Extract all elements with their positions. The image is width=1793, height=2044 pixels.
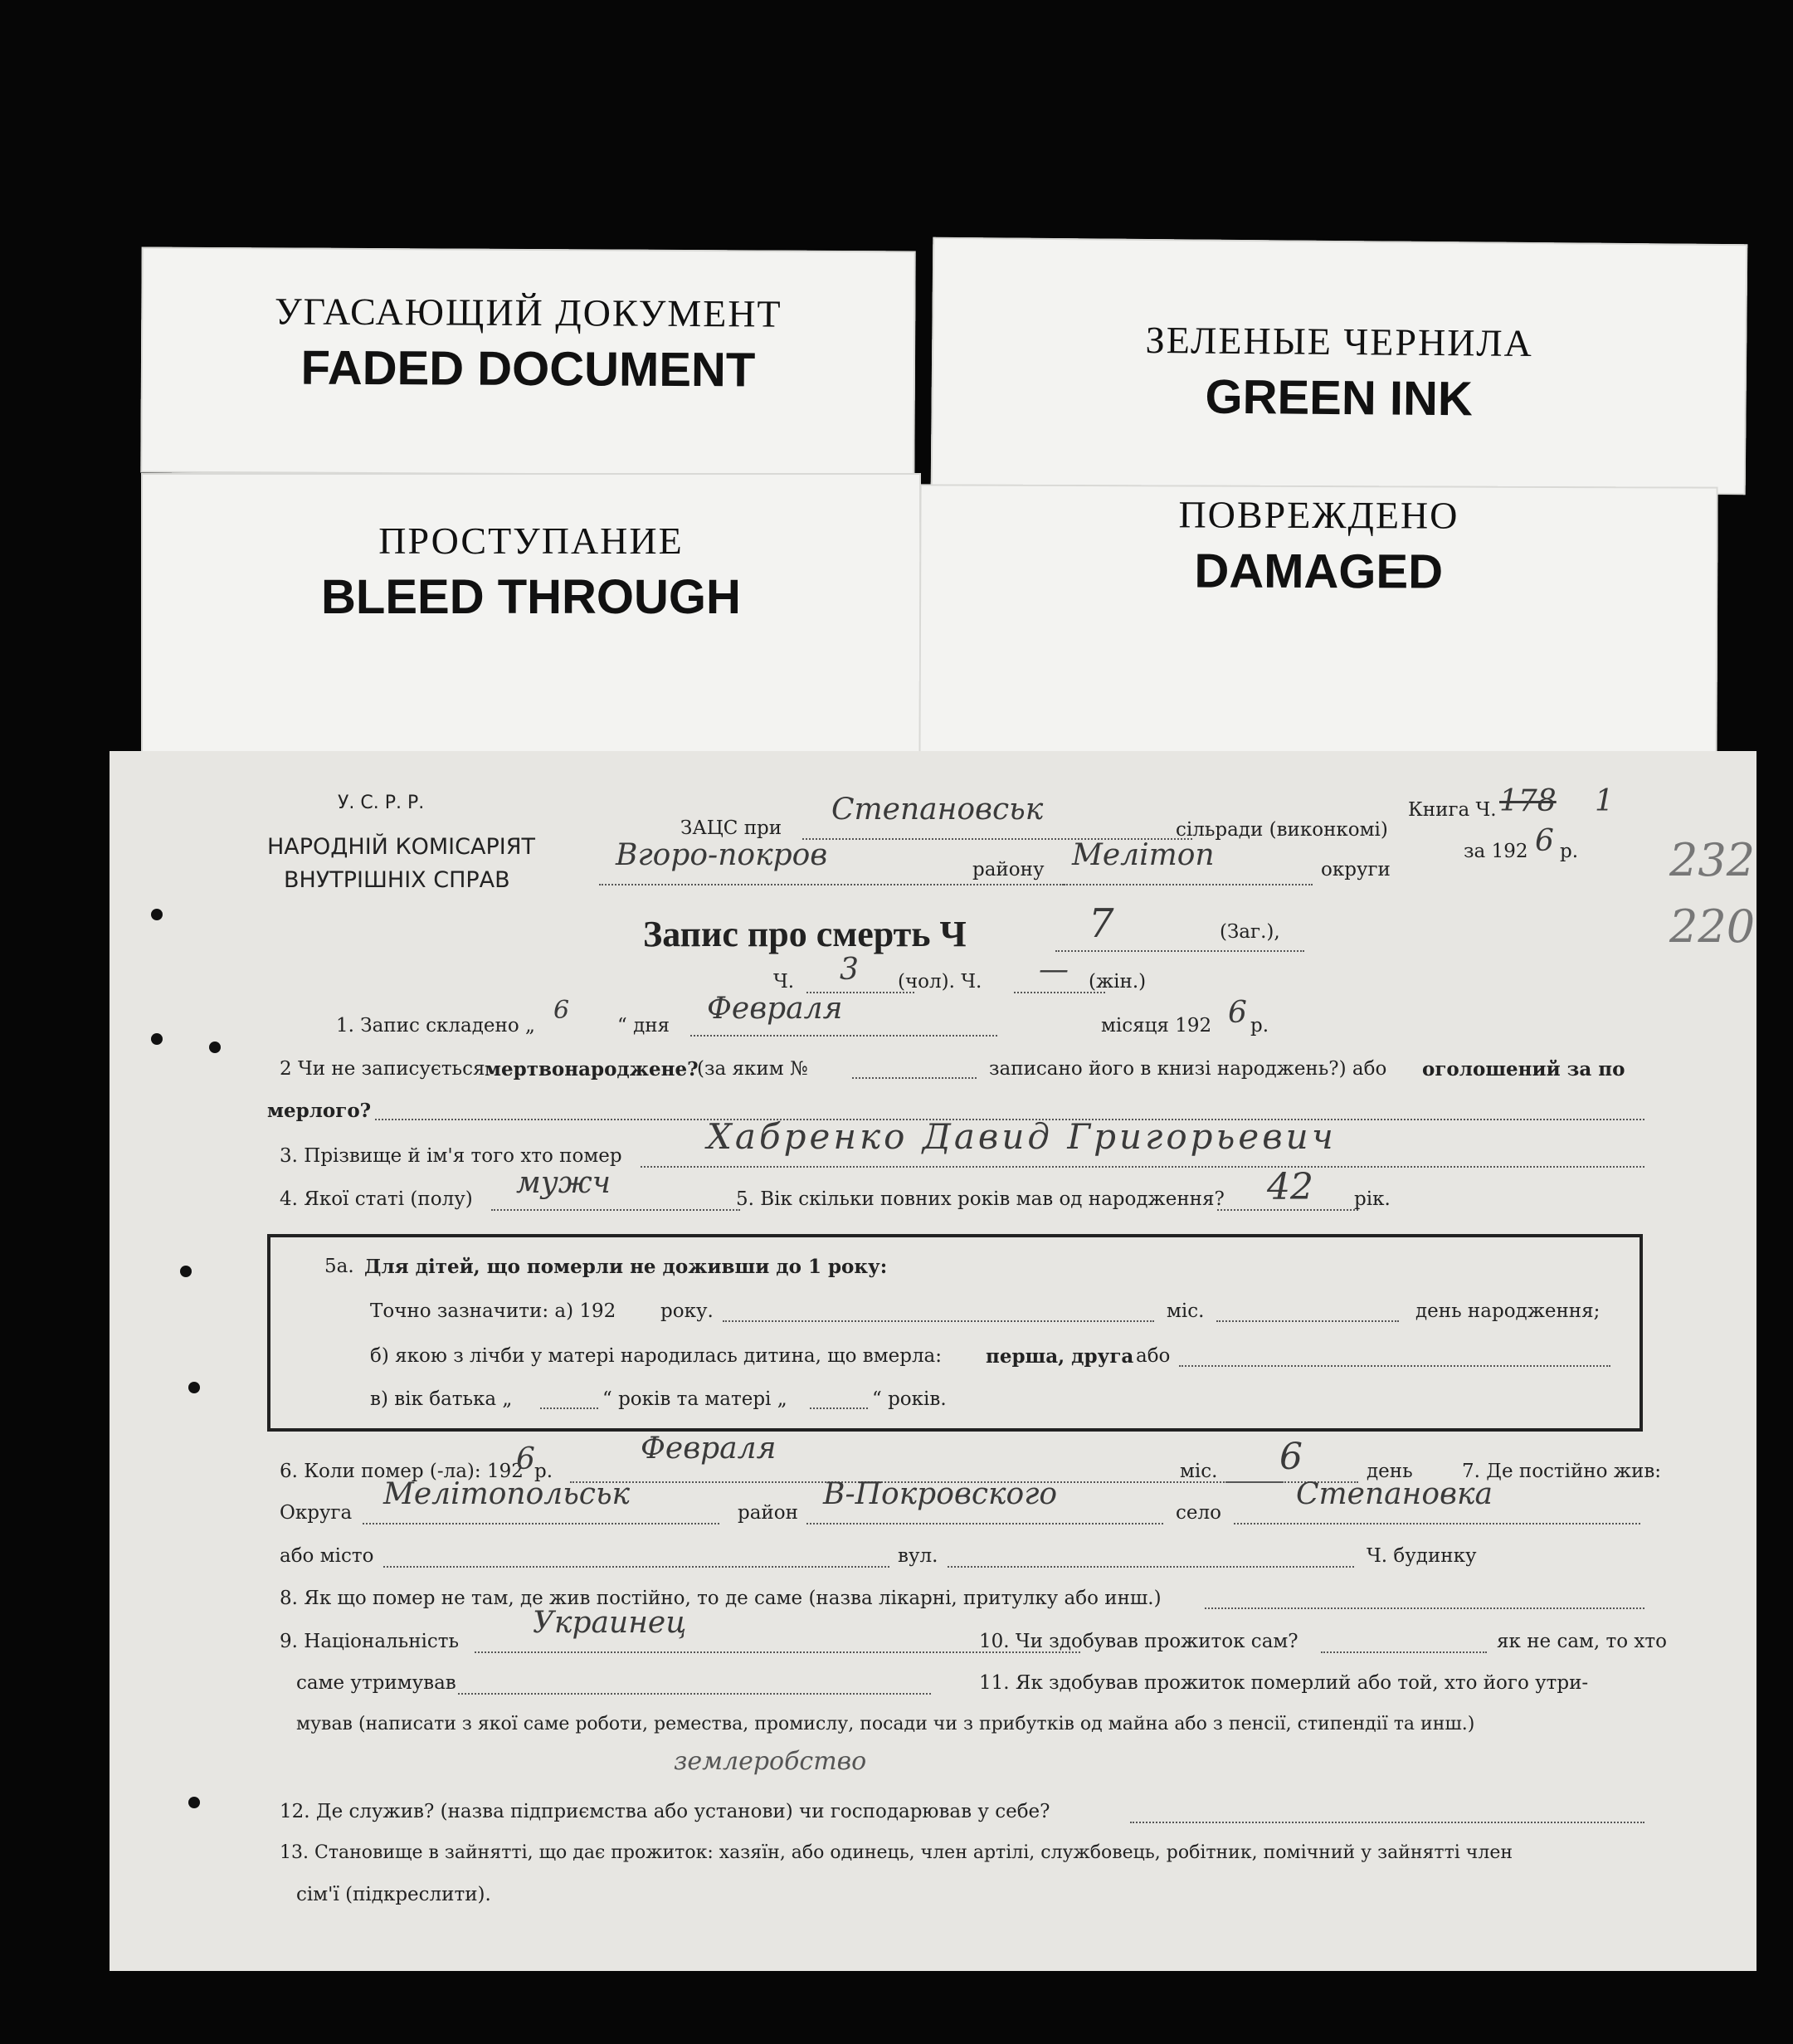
box5a-number: 5а.	[324, 1256, 354, 1277]
line2-a: 2 Чи не записується	[280, 1058, 485, 1080]
line12-line	[1130, 1822, 1644, 1823]
green-ru-label: ЗЕЛЕНЫЕ ЧЕРНИЛА	[1145, 318, 1534, 365]
box5a-line3c: “ років.	[872, 1388, 947, 1410]
rayon-label: району	[972, 859, 1045, 881]
okruga-label: округи	[1321, 859, 1391, 881]
line5-label: 5. Вік скільки повних років мав од народження?	[736, 1188, 1225, 1210]
punch-hole	[151, 909, 163, 920]
faded-document-card	[140, 247, 915, 477]
year-label: за 192	[1464, 841, 1528, 862]
box5a-line1d: день народження;	[1415, 1300, 1601, 1322]
year-suffix: р.	[1560, 841, 1579, 862]
line1-year-suffix: р.	[1250, 1015, 1269, 1037]
line2-number-line	[852, 1077, 977, 1079]
line1-day-hand: 6	[553, 996, 570, 1025]
line5-line	[1217, 1209, 1358, 1211]
box5a-line3b: “ років та матері „	[602, 1388, 787, 1410]
box5a-line3a: в) вік батька „	[370, 1388, 513, 1410]
rayon-line	[599, 884, 1064, 885]
line4-label: 4. Якої статі (полу)	[280, 1188, 473, 1210]
line5-hand: 42	[1267, 1166, 1313, 1208]
rayon2-label: район	[738, 1502, 798, 1524]
punch-hole	[188, 1382, 200, 1393]
damaged-ru-label: ПОВРЕЖДЕНО	[1178, 493, 1459, 537]
box5a-line1a: Точно зазначити: а) 192	[370, 1300, 616, 1322]
bleed-ru-label: ПРОСТУПАНИЕ	[378, 520, 684, 562]
form-title: Запис про смерть Ч	[643, 914, 967, 954]
line2-e: оголошений за по	[1422, 1058, 1625, 1081]
line2-c: (за яким №	[697, 1058, 808, 1080]
box5a-father-dots	[540, 1407, 598, 1409]
line8-line	[1205, 1607, 1644, 1609]
budynku-label: Ч. будинку	[1367, 1545, 1477, 1567]
selo-line	[1234, 1523, 1640, 1524]
vul-label: вул.	[898, 1545, 938, 1567]
line1-label: 1. Запис складено „	[336, 1015, 535, 1037]
book-label: Книга Ч.	[1408, 799, 1497, 821]
side-number-2: 220	[1669, 900, 1756, 953]
box5a-line2c: або	[1136, 1345, 1171, 1367]
line11-hand: землеробство	[674, 1747, 867, 1776]
okruga2-label: Округа	[280, 1502, 353, 1524]
side-number-1: 232	[1669, 834, 1756, 886]
org-line2: НАРОДНІЙ КОМІСАРІЯТ	[267, 834, 535, 860]
line8: 8. Як що помер не там, де жив постійно, то де саме (назва лікарні, притулку або инш.)	[280, 1588, 1162, 1609]
year-hand: 6	[1535, 824, 1554, 858]
line10c-label: саме утримував	[296, 1672, 456, 1694]
box5a-line2a: б) якою з лічби у матері народилась дитина, що вмерла:	[370, 1345, 943, 1367]
punch-hole	[209, 1042, 221, 1053]
org-line1: У. С. Р. Р.	[338, 793, 425, 813]
line1-misyac: місяця 192	[1101, 1015, 1212, 1037]
line3-line	[641, 1166, 1644, 1168]
punch-hole	[188, 1797, 200, 1808]
okruga-hand: Мелітоп	[1072, 838, 1215, 872]
line1-month-hand: Февраля	[707, 992, 843, 1026]
line6-day: день	[1367, 1461, 1413, 1482]
green-en-label: GREEN INK	[1205, 369, 1474, 427]
line13-label: 13. Становище в зайнятті, що дає прожиток: хазяїн, або одинець, член артілі, службовець, робітник, помічний у зайнятті член	[280, 1842, 1513, 1863]
bleed-en-label: BLEED THROUGH	[321, 570, 741, 624]
sub-hand1: 3	[840, 953, 859, 987]
death-record-form	[110, 751, 1756, 1971]
line1-day-suffix: “ дня	[617, 1015, 670, 1037]
silrady-label: сільради (виконкомі)	[1176, 819, 1388, 841]
line10-label: 10. Чи здобував прожиток сам?	[979, 1631, 1298, 1652]
infant-section-box	[267, 1234, 1643, 1432]
faded-ru-label: УГАСАЮЩИЙ ДОКУМЕНТ	[274, 290, 782, 335]
box5a-line1b: року.	[660, 1300, 714, 1322]
box5a-line2b: перша, друга	[986, 1345, 1134, 1368]
faded-en-label: FADED DOCUMENT	[300, 340, 756, 398]
rayon2-line	[806, 1523, 1163, 1524]
zacs-label: ЗАЦС при	[680, 817, 782, 839]
rayon-hand: Вгоро-покров	[616, 838, 828, 872]
line6-mis: міс.	[1180, 1461, 1218, 1482]
line3-label: 3. Прізвище й ім'я того хто помер	[280, 1145, 622, 1167]
title-line	[1055, 950, 1304, 952]
line4-line	[491, 1209, 740, 1211]
title-hand: 7	[1089, 900, 1114, 947]
box5a-line1c: міс.	[1167, 1300, 1205, 1322]
line1-month-line	[690, 1035, 997, 1037]
sub-chol: (чол). Ч.	[898, 971, 982, 993]
okruga2-line	[363, 1523, 719, 1524]
line13b-label: сім'ї (підкреслити).	[296, 1884, 491, 1905]
line6-year-hand: 6	[516, 1442, 535, 1476]
line5-suffix: рік.	[1354, 1188, 1391, 1210]
line6-day-hand: 6	[1279, 1436, 1303, 1478]
damaged-card	[918, 484, 1717, 764]
line10b-label: як не сам, то хто	[1497, 1631, 1667, 1652]
line9-label: 9. Національність	[280, 1631, 460, 1652]
rayon2-hand: В-Покровского	[823, 1477, 1058, 1511]
line3-hand: Хабренко Давид Григорьевич	[707, 1116, 1337, 1157]
sub-hand2: —	[1039, 953, 1069, 987]
sub-ch1: Ч.	[773, 971, 795, 993]
green-ink-card	[931, 237, 1748, 495]
okruga-line	[1064, 884, 1313, 885]
line2-d: записано його в книзі народжень?) або	[989, 1058, 1387, 1080]
sub-zhin: (жін.)	[1089, 971, 1147, 993]
book-hand-2: 1	[1595, 784, 1614, 818]
line11-label: 11. Як здобував прожиток померлий або той, хто його утри-	[979, 1672, 1589, 1694]
line6-month-hand: Февраля	[641, 1432, 777, 1466]
line12-label: 12. Де служив? (назва підприємства або установи) чи господарював у себе?	[280, 1801, 1050, 1822]
book-hand: 178	[1499, 784, 1557, 818]
vul-line	[948, 1566, 1354, 1568]
org-line3: ВНУТРІШНІХ СПРАВ	[284, 867, 510, 893]
okruga2-hand: Мелітопольськ	[383, 1477, 631, 1511]
box5a-line1-dots2	[1216, 1320, 1399, 1322]
line7-label: 7. Де постійно жив:	[1462, 1461, 1662, 1482]
selo-hand: Степановка	[1296, 1477, 1493, 1511]
box5a-line1-dots1	[723, 1320, 1154, 1322]
line2-b: мертвонароджене?	[485, 1058, 699, 1081]
line9-hand: Украинец	[533, 1606, 687, 1640]
line11b-label: мував (написати з якої саме роботи, ремества, промислу, посади чи з прибутків од майна або з пенсії, стипендії та инш.)	[296, 1714, 1475, 1734]
punch-hole	[151, 1033, 163, 1045]
title-suffix: (Заг.),	[1220, 921, 1280, 943]
line2-f: мерлого?	[267, 1100, 372, 1122]
line6-year-suffix: р.	[534, 1461, 553, 1482]
line6-label: 6. Коли помер (-ла): 192	[280, 1461, 524, 1482]
box5a-heading: Для дітей, що померли не доживши до 1 року:	[364, 1256, 888, 1278]
line10c-line	[458, 1693, 931, 1695]
damaged-en-label: DAMAGED	[1194, 544, 1444, 599]
abo-misto-label: або місто	[280, 1545, 374, 1567]
box5a-line2-dots	[1179, 1365, 1610, 1367]
line10-line	[1321, 1651, 1487, 1653]
zacs-hand: Степановськ	[831, 793, 1044, 827]
bleed-through-card	[141, 473, 921, 763]
line1-year-hand: 6	[1228, 996, 1247, 1030]
line4-hand: мужч	[516, 1166, 611, 1200]
punch-hole	[180, 1266, 192, 1277]
abo-misto-line	[383, 1566, 889, 1568]
selo-label: село	[1176, 1502, 1221, 1524]
box5a-mother-dots	[810, 1407, 868, 1409]
